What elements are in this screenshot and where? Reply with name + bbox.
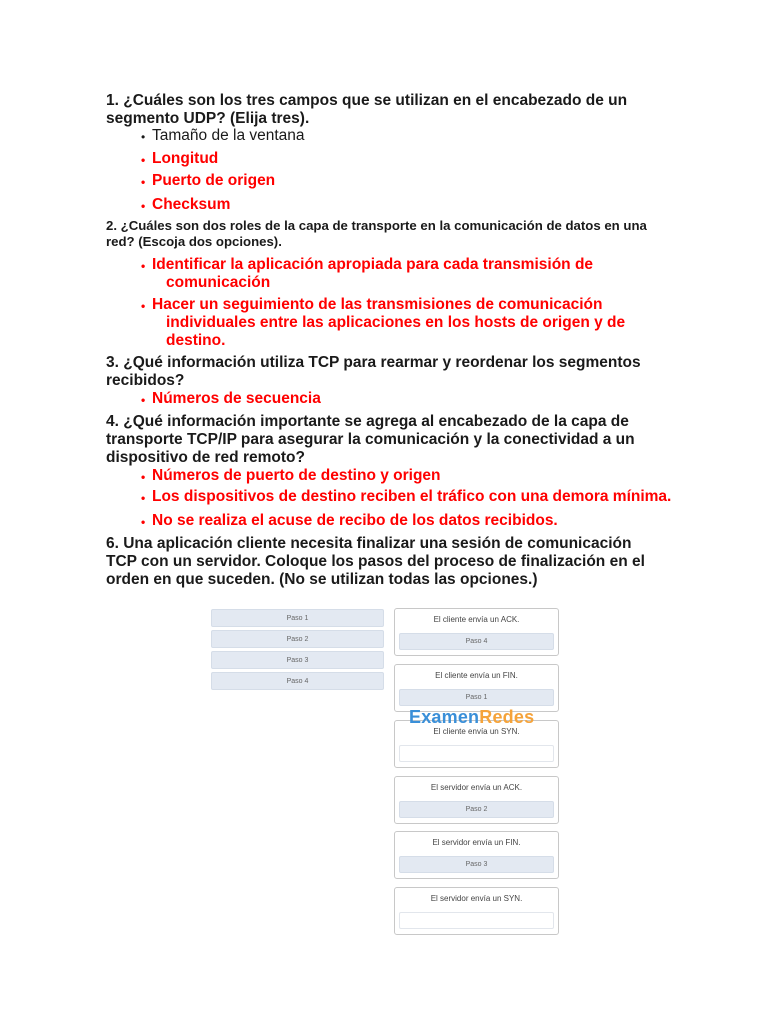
option-text: Longitud (152, 150, 219, 167)
question-6: 6. Una aplicación cliente necesita finalizar una sesión de comunicación TCP con un servidor. Coloque los pasos del proceso de finalización en el orden en que suceden. (No se utilizan todas las opciones.) (106, 535, 645, 588)
bullet-icon: • (141, 515, 146, 529)
drop-card (394, 887, 559, 935)
drop-card (394, 664, 559, 712)
drop-slot[interactable]: Paso 2 (399, 801, 554, 818)
question-3: 3. ¿Qué información utiliza TCP para rearmar y reordenar los segmentos recibidos? (106, 354, 641, 389)
answer-option (141, 256, 692, 292)
question-2: 2. ¿Cuáles son dos roles de la capa de transporte en la comunicación de datos en una red? (Escoja dos opciones). (106, 218, 647, 249)
answer-option (141, 172, 692, 190)
option-text: Tamaño de la ventana (152, 127, 305, 144)
watermark-part1: Examen (409, 707, 480, 727)
card-label: El cliente envía un FIN. (435, 671, 518, 680)
option-text: Hacer un seguimiento de las transmisiones de comunicación (152, 296, 603, 313)
bullet-icon: • (141, 130, 146, 144)
bullet-icon: • (141, 153, 146, 167)
answer-option (141, 467, 692, 485)
option-text-cont: individuales entre las aplicaciones en los hosts de origen y de (166, 314, 626, 331)
answer-option (141, 488, 692, 506)
drop-slot[interactable]: Paso 4 (399, 633, 554, 650)
card-label: El servidor envía un SYN. (430, 894, 523, 903)
drop-slot[interactable]: Paso 1 (399, 689, 554, 706)
draggable-step[interactable]: Paso 1 (211, 609, 384, 627)
option-text-cont: destino. (166, 332, 226, 349)
option-text-cont: comunicación (166, 274, 271, 291)
option-text: Puerto de origen (152, 172, 276, 189)
option-text: No se realiza el acuse de recibo de los datos recibidos. (152, 512, 558, 529)
answer-option (141, 296, 692, 350)
bullet-icon: • (141, 491, 146, 505)
question-1: 1. ¿Cuáles son los tres campos que se utilizan en el encabezado de un segmento UDP? (Elija tres). (106, 92, 628, 127)
draggable-step[interactable]: Paso 3 (211, 651, 384, 669)
card-label: El cliente envía un ACK. (433, 615, 520, 624)
drop-card (394, 831, 559, 879)
answer-option (141, 196, 692, 214)
bullet-icon: • (141, 393, 146, 407)
drop-slot[interactable] (399, 745, 554, 762)
answer-option (141, 150, 692, 168)
drop-slot[interactable]: Paso 3 (399, 856, 554, 873)
bullet-icon: • (141, 175, 146, 189)
option-text: Identificar la aplicación apropiada para cada transmisión de (152, 256, 594, 273)
answer-option (141, 512, 692, 530)
drop-card (394, 608, 559, 656)
draggable-step[interactable]: Paso 4 (211, 672, 384, 690)
answer-option (141, 390, 692, 408)
watermark-part2: Redes (479, 707, 535, 727)
option-text: Los dispositivos de destino reciben el tráfico con una demora mínima. (152, 488, 672, 505)
bullet-icon: • (141, 199, 146, 213)
drop-card (394, 776, 559, 824)
card-label: El cliente envía un SYN. (433, 727, 520, 736)
option-text: Números de puerto de destino y origen (152, 467, 441, 484)
bullet-icon: • (141, 299, 146, 313)
question-4: 4. ¿Qué información importante se agrega al encabezado de la capa de transporte TCP/IP para asegurar la comunicación y la conectividad a un dispositivo de red remoto? (106, 413, 635, 466)
option-text: Checksum (152, 196, 231, 213)
answer-option (141, 127, 692, 145)
bullet-icon: • (141, 470, 146, 484)
option-text: Números de secuencia (152, 390, 321, 407)
card-label: El servidor envía un FIN. (432, 838, 521, 847)
drop-slot[interactable] (399, 912, 554, 929)
bullet-icon: • (141, 259, 146, 273)
card-label: El servidor envía un ACK. (430, 783, 523, 792)
watermark-logo (409, 707, 534, 728)
draggable-step[interactable]: Paso 2 (211, 630, 384, 648)
